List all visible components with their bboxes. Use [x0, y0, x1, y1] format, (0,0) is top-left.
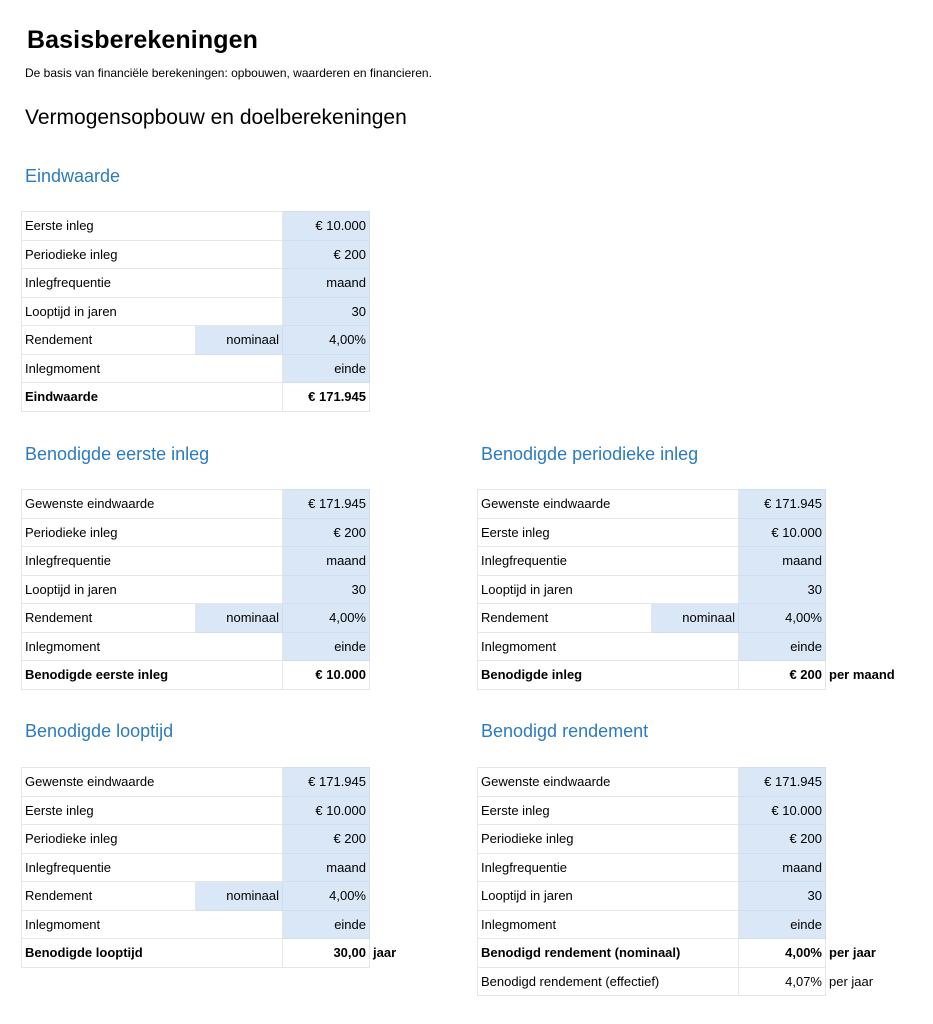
row-label: Inlegmoment	[478, 910, 739, 939]
rendement-input[interactable]: 4,00%	[283, 326, 370, 355]
row-label: Looptijd in jaren	[478, 882, 739, 911]
periodieke-inleg-title: Benodigde periodieke inleg	[481, 444, 699, 464]
row-label: Looptijd in jaren	[478, 575, 739, 604]
result-value: € 171.945	[283, 383, 370, 412]
result-label: Benodigde looptijd	[22, 939, 283, 968]
row-label: Inlegfrequentie	[22, 853, 283, 882]
looptijd-input[interactable]: 30	[283, 297, 370, 326]
table-row	[478, 910, 886, 939]
periodieke-inleg-input[interactable]: € 200	[739, 825, 826, 854]
result-label: Benodigde inleg	[478, 661, 739, 690]
row-label: Gewenste eindwaarde	[478, 490, 739, 519]
table-row	[478, 518, 898, 547]
gewenste-eindwaarde-input[interactable]: € 171.945	[739, 490, 826, 519]
effectief-value: 4,07%	[739, 967, 826, 996]
looptijd-input[interactable]: 30	[739, 575, 826, 604]
table-row	[22, 853, 410, 882]
looptijd-input[interactable]: 30	[283, 575, 370, 604]
table-row	[478, 632, 898, 661]
row-label: Looptijd in jaren	[22, 297, 283, 326]
row-label: Inlegfrequentie	[478, 853, 739, 882]
row-label: Benodigd rendement (effectief)	[478, 967, 739, 996]
rendement-input[interactable]: 4,00%	[283, 882, 370, 911]
row-label: Periodieke inleg	[22, 825, 283, 854]
inlegmoment-input[interactable]: einde	[739, 632, 826, 661]
rendement-input[interactable]: 4,00%	[283, 604, 370, 633]
table-row	[22, 604, 370, 633]
page-subtitle: De basis van financiële berekeningen: opbouwen, waarderen en financieren.	[25, 66, 432, 80]
periodieke-inleg-input[interactable]: € 200	[283, 825, 370, 854]
result-row	[478, 939, 886, 968]
row-label: Inlegmoment	[478, 632, 739, 661]
table-row	[22, 825, 410, 854]
gewenste-eindwaarde-input[interactable]: € 171.945	[739, 768, 826, 797]
inlegfrequentie-input[interactable]: maand	[283, 547, 370, 576]
table-row	[22, 547, 370, 576]
eerste-inleg-input[interactable]: € 10.000	[739, 796, 826, 825]
periodieke-inleg-input[interactable]: € 200	[283, 240, 370, 269]
row-label: Rendement	[22, 882, 196, 911]
result-row	[22, 661, 370, 690]
eerste-inleg-input[interactable]: € 10.000	[283, 796, 370, 825]
row-label: Eerste inleg	[478, 796, 739, 825]
eerste-inleg-table	[21, 489, 370, 690]
result-row	[22, 939, 410, 968]
table-row	[22, 632, 370, 661]
table-row	[22, 297, 370, 326]
row-label: Inlegfrequentie	[22, 547, 283, 576]
eerste-inleg-input[interactable]: € 10.000	[739, 518, 826, 547]
row-label: Periodieke inleg	[478, 825, 739, 854]
row-label: Gewenste eindwaarde	[22, 768, 283, 797]
eerste-inleg-title: Benodigde eerste inleg	[25, 444, 210, 464]
eindwaarde-table	[21, 211, 370, 412]
table-row	[22, 768, 410, 797]
inlegfrequentie-input[interactable]: maand	[283, 269, 370, 298]
table-row	[22, 518, 370, 547]
table-row	[22, 575, 370, 604]
result-label: Benodigd rendement (nominaal)	[478, 939, 739, 968]
inlegmoment-input[interactable]: einde	[739, 910, 826, 939]
gewenste-eindwaarde-input[interactable]: € 171.945	[283, 768, 370, 797]
table-row	[22, 354, 370, 383]
result-value: € 200	[739, 661, 826, 690]
row-label: Inlegfrequentie	[22, 269, 283, 298]
result-row	[478, 661, 898, 690]
row-label: Rendement	[22, 604, 196, 633]
table-row	[478, 853, 886, 882]
row-label: Periodieke inleg	[22, 240, 283, 269]
row-label: Eerste inleg	[22, 212, 283, 241]
row-label: Periodieke inleg	[22, 518, 283, 547]
inlegmoment-input[interactable]: einde	[283, 910, 370, 939]
table-row	[478, 490, 898, 519]
table-row	[478, 882, 886, 911]
rendement-title: Benodigd rendement	[481, 721, 649, 741]
gewenste-eindwaarde-input[interactable]: € 171.945	[283, 490, 370, 519]
row-label: Rendement	[22, 326, 196, 355]
row-label: Inlegmoment	[22, 632, 283, 661]
looptijd-table	[21, 767, 410, 968]
row-label: Rendement	[478, 604, 652, 633]
table-row	[478, 575, 898, 604]
rendement-table	[477, 767, 886, 996]
rendement-type-input[interactable]: nominaal	[196, 604, 283, 633]
rendement-input[interactable]: 4,00%	[739, 604, 826, 633]
result-value: 30,00	[283, 939, 370, 968]
row-label: Inlegmoment	[22, 354, 283, 383]
table-row	[478, 967, 886, 996]
result-label: Benodigde eerste inleg	[22, 661, 283, 690]
row-label: Eerste inleg	[22, 796, 283, 825]
inlegfrequentie-input[interactable]: maand	[283, 853, 370, 882]
table-row	[22, 796, 410, 825]
section-title: Vermogensopbouw en doelberekeningen	[25, 106, 407, 129]
result-row	[22, 383, 370, 412]
result-unit: per maand	[829, 667, 895, 683]
result-unit: jaar	[373, 945, 397, 961]
table-row	[478, 825, 886, 854]
rendement-type-input[interactable]: nominaal	[196, 882, 283, 911]
row-label: Looptijd in jaren	[22, 575, 283, 604]
table-row	[478, 768, 886, 797]
result-value: € 10.000	[283, 661, 370, 690]
looptijd-title: Benodigde looptijd	[25, 721, 174, 741]
effectief-unit: per jaar	[829, 973, 874, 989]
row-label: Gewenste eindwaarde	[478, 768, 739, 797]
row-label: Inlegmoment	[22, 910, 283, 939]
row-label: Inlegfrequentie	[478, 547, 739, 576]
inlegfrequentie-input[interactable]: maand	[739, 853, 826, 882]
result-unit: per jaar	[829, 945, 876, 961]
table-row	[478, 547, 898, 576]
inlegmoment-input[interactable]: einde	[283, 632, 370, 661]
table-row	[22, 212, 370, 241]
periodieke-inleg-table	[477, 489, 898, 690]
table-row	[22, 490, 370, 519]
result-label: Eindwaarde	[22, 383, 283, 412]
inlegfrequentie-input[interactable]: maand	[739, 547, 826, 576]
table-row	[22, 910, 410, 939]
row-label: Gewenste eindwaarde	[22, 490, 283, 519]
eerste-inleg-input[interactable]: € 10.000	[283, 212, 370, 241]
result-value: 4,00%	[739, 939, 826, 968]
table-row	[22, 240, 370, 269]
rendement-type-input[interactable]: nominaal	[652, 604, 739, 633]
page-title: Basisberekeningen	[27, 26, 258, 54]
table-row	[478, 604, 898, 633]
table-row	[478, 796, 886, 825]
eindwaarde-title: Eindwaarde	[25, 166, 121, 186]
row-label: Eerste inleg	[478, 518, 739, 547]
table-row	[22, 326, 370, 355]
inlegmoment-input[interactable]: einde	[283, 354, 370, 383]
table-row	[22, 269, 370, 298]
rendement-type-input[interactable]: nominaal	[196, 326, 283, 355]
table-row	[22, 882, 410, 911]
looptijd-input[interactable]: 30	[739, 882, 826, 911]
periodieke-inleg-input[interactable]: € 200	[283, 518, 370, 547]
